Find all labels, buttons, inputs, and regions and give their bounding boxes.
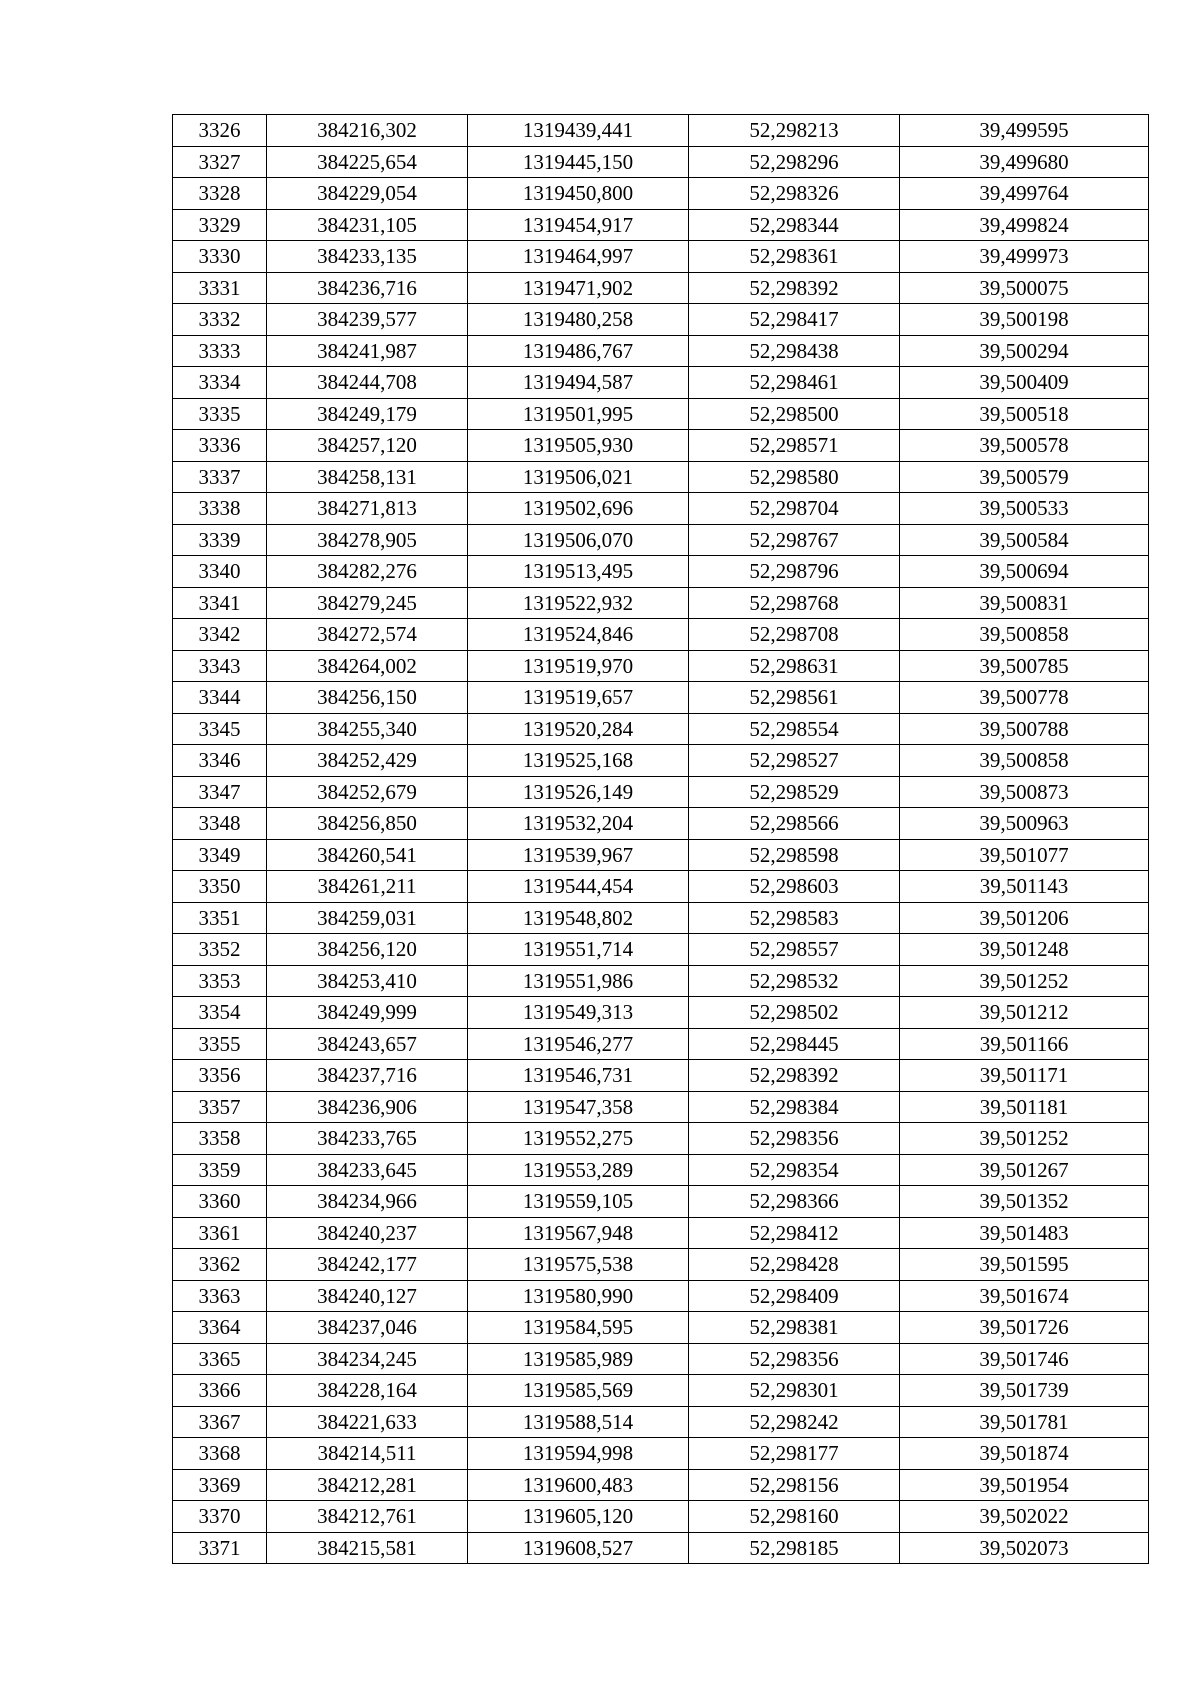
- x-coordinate-cell: 384233,765: [267, 1123, 468, 1155]
- longitude-cell: 39,502022: [900, 1501, 1149, 1533]
- y-coordinate-cell: 1319559,105: [468, 1186, 689, 1218]
- longitude-cell: 39,501077: [900, 839, 1149, 871]
- point-number-cell: 3347: [173, 776, 267, 808]
- latitude-cell: 52,298532: [689, 965, 900, 997]
- latitude-cell: 52,298500: [689, 398, 900, 430]
- table-row: [173, 398, 1149, 430]
- point-number-cell: 3348: [173, 808, 267, 840]
- point-number-cell: 3369: [173, 1469, 267, 1501]
- longitude-cell: 39,500198: [900, 304, 1149, 336]
- point-number-cell: 3338: [173, 493, 267, 525]
- point-number-cell: 3334: [173, 367, 267, 399]
- x-coordinate-cell: 384234,245: [267, 1343, 468, 1375]
- y-coordinate-cell: 1319553,289: [468, 1154, 689, 1186]
- coordinates-table-body: [173, 115, 1149, 1564]
- table-row: [173, 146, 1149, 178]
- longitude-cell: 39,501483: [900, 1217, 1149, 1249]
- y-coordinate-cell: 1319502,696: [468, 493, 689, 525]
- latitude-cell: 52,298242: [689, 1406, 900, 1438]
- point-number-cell: 3363: [173, 1280, 267, 1312]
- latitude-cell: 52,298527: [689, 745, 900, 777]
- point-number-cell: 3350: [173, 871, 267, 903]
- table-row: [173, 1028, 1149, 1060]
- latitude-cell: 52,298412: [689, 1217, 900, 1249]
- latitude-cell: 52,298326: [689, 178, 900, 210]
- x-coordinate-cell: 384216,302: [267, 115, 468, 147]
- table-row: [173, 1217, 1149, 1249]
- x-coordinate-cell: 384253,410: [267, 965, 468, 997]
- x-coordinate-cell: 384240,237: [267, 1217, 468, 1249]
- longitude-cell: 39,500578: [900, 430, 1149, 462]
- point-number-cell: 3354: [173, 997, 267, 1029]
- y-coordinate-cell: 1319588,514: [468, 1406, 689, 1438]
- point-number-cell: 3355: [173, 1028, 267, 1060]
- point-number-cell: 3365: [173, 1343, 267, 1375]
- latitude-cell: 52,298461: [689, 367, 900, 399]
- x-coordinate-cell: 384241,987: [267, 335, 468, 367]
- longitude-cell: 39,501206: [900, 902, 1149, 934]
- longitude-cell: 39,500579: [900, 461, 1149, 493]
- latitude-cell: 52,298502: [689, 997, 900, 1029]
- x-coordinate-cell: 384242,177: [267, 1249, 468, 1281]
- longitude-cell: 39,501252: [900, 965, 1149, 997]
- longitude-cell: 39,500831: [900, 587, 1149, 619]
- y-coordinate-cell: 1319532,204: [468, 808, 689, 840]
- y-coordinate-cell: 1319546,731: [468, 1060, 689, 1092]
- point-number-cell: 3341: [173, 587, 267, 619]
- point-number-cell: 3357: [173, 1091, 267, 1123]
- longitude-cell: 39,501143: [900, 871, 1149, 903]
- table-row: [173, 115, 1149, 147]
- y-coordinate-cell: 1319551,714: [468, 934, 689, 966]
- y-coordinate-cell: 1319519,970: [468, 650, 689, 682]
- latitude-cell: 52,298708: [689, 619, 900, 651]
- latitude-cell: 52,298356: [689, 1343, 900, 1375]
- longitude-cell: 39,499764: [900, 178, 1149, 210]
- table-row: [173, 1312, 1149, 1344]
- table-row: [173, 178, 1149, 210]
- latitude-cell: 52,298428: [689, 1249, 900, 1281]
- longitude-cell: 39,500694: [900, 556, 1149, 588]
- point-number-cell: 3337: [173, 461, 267, 493]
- y-coordinate-cell: 1319600,483: [468, 1469, 689, 1501]
- longitude-cell: 39,500584: [900, 524, 1149, 556]
- latitude-cell: 52,298554: [689, 713, 900, 745]
- latitude-cell: 52,298185: [689, 1532, 900, 1564]
- table-row: [173, 965, 1149, 997]
- y-coordinate-cell: 1319584,595: [468, 1312, 689, 1344]
- y-coordinate-cell: 1319506,021: [468, 461, 689, 493]
- latitude-cell: 52,298381: [689, 1312, 900, 1344]
- latitude-cell: 52,298529: [689, 776, 900, 808]
- point-number-cell: 3359: [173, 1154, 267, 1186]
- longitude-cell: 39,500075: [900, 272, 1149, 304]
- point-number-cell: 3336: [173, 430, 267, 462]
- y-coordinate-cell: 1319464,997: [468, 241, 689, 273]
- y-coordinate-cell: 1319471,902: [468, 272, 689, 304]
- table-row: [173, 1343, 1149, 1375]
- point-number-cell: 3343: [173, 650, 267, 682]
- x-coordinate-cell: 384212,281: [267, 1469, 468, 1501]
- x-coordinate-cell: 384256,120: [267, 934, 468, 966]
- table-row: [173, 241, 1149, 273]
- longitude-cell: 39,499973: [900, 241, 1149, 273]
- y-coordinate-cell: 1319525,168: [468, 745, 689, 777]
- x-coordinate-cell: 384255,340: [267, 713, 468, 745]
- x-coordinate-cell: 384258,131: [267, 461, 468, 493]
- latitude-cell: 52,298354: [689, 1154, 900, 1186]
- point-number-cell: 3358: [173, 1123, 267, 1155]
- y-coordinate-cell: 1319450,800: [468, 178, 689, 210]
- point-number-cell: 3333: [173, 335, 267, 367]
- table-row: [173, 1249, 1149, 1281]
- longitude-cell: 39,501252: [900, 1123, 1149, 1155]
- y-coordinate-cell: 1319445,150: [468, 146, 689, 178]
- x-coordinate-cell: 384243,657: [267, 1028, 468, 1060]
- point-number-cell: 3356: [173, 1060, 267, 1092]
- longitude-cell: 39,500533: [900, 493, 1149, 525]
- x-coordinate-cell: 384212,761: [267, 1501, 468, 1533]
- x-coordinate-cell: 384225,654: [267, 146, 468, 178]
- y-coordinate-cell: 1319548,802: [468, 902, 689, 934]
- y-coordinate-cell: 1319551,986: [468, 965, 689, 997]
- longitude-cell: 39,501212: [900, 997, 1149, 1029]
- longitude-cell: 39,501181: [900, 1091, 1149, 1123]
- latitude-cell: 52,298583: [689, 902, 900, 934]
- y-coordinate-cell: 1319585,989: [468, 1343, 689, 1375]
- latitude-cell: 52,298384: [689, 1091, 900, 1123]
- table-row: [173, 871, 1149, 903]
- y-coordinate-cell: 1319505,930: [468, 430, 689, 462]
- table-row: [173, 902, 1149, 934]
- table-row: [173, 209, 1149, 241]
- latitude-cell: 52,298768: [689, 587, 900, 619]
- x-coordinate-cell: 384279,245: [267, 587, 468, 619]
- y-coordinate-cell: 1319567,948: [468, 1217, 689, 1249]
- latitude-cell: 52,298356: [689, 1123, 900, 1155]
- x-coordinate-cell: 384282,276: [267, 556, 468, 588]
- point-number-cell: 3370: [173, 1501, 267, 1533]
- x-coordinate-cell: 384236,716: [267, 272, 468, 304]
- y-coordinate-cell: 1319486,767: [468, 335, 689, 367]
- x-coordinate-cell: 384271,813: [267, 493, 468, 525]
- latitude-cell: 52,298445: [689, 1028, 900, 1060]
- y-coordinate-cell: 1319522,932: [468, 587, 689, 619]
- longitude-cell: 39,499595: [900, 115, 1149, 147]
- longitude-cell: 39,501595: [900, 1249, 1149, 1281]
- latitude-cell: 52,298767: [689, 524, 900, 556]
- y-coordinate-cell: 1319544,454: [468, 871, 689, 903]
- table-row: [173, 335, 1149, 367]
- point-number-cell: 3340: [173, 556, 267, 588]
- point-number-cell: 3371: [173, 1532, 267, 1564]
- latitude-cell: 52,298344: [689, 209, 900, 241]
- table-row: [173, 524, 1149, 556]
- y-coordinate-cell: 1319546,277: [468, 1028, 689, 1060]
- point-number-cell: 3349: [173, 839, 267, 871]
- longitude-cell: 39,500788: [900, 713, 1149, 745]
- y-coordinate-cell: 1319547,358: [468, 1091, 689, 1123]
- x-coordinate-cell: 384256,150: [267, 682, 468, 714]
- latitude-cell: 52,298177: [689, 1438, 900, 1470]
- table-row: [173, 1060, 1149, 1092]
- x-coordinate-cell: 384221,633: [267, 1406, 468, 1438]
- x-coordinate-cell: 384233,645: [267, 1154, 468, 1186]
- x-coordinate-cell: 384278,905: [267, 524, 468, 556]
- table-row: [173, 650, 1149, 682]
- latitude-cell: 52,298301: [689, 1375, 900, 1407]
- x-coordinate-cell: 384233,135: [267, 241, 468, 273]
- coordinates-table: [172, 114, 1149, 1564]
- longitude-cell: 39,502073: [900, 1532, 1149, 1564]
- point-number-cell: 3366: [173, 1375, 267, 1407]
- y-coordinate-cell: 1319608,527: [468, 1532, 689, 1564]
- longitude-cell: 39,501248: [900, 934, 1149, 966]
- x-coordinate-cell: 384249,179: [267, 398, 468, 430]
- point-number-cell: 3345: [173, 713, 267, 745]
- point-number-cell: 3335: [173, 398, 267, 430]
- x-coordinate-cell: 384272,574: [267, 619, 468, 651]
- table-row: [173, 934, 1149, 966]
- point-number-cell: 3330: [173, 241, 267, 273]
- y-coordinate-cell: 1319524,846: [468, 619, 689, 651]
- latitude-cell: 52,298561: [689, 682, 900, 714]
- y-coordinate-cell: 1319519,657: [468, 682, 689, 714]
- table-row: [173, 619, 1149, 651]
- table-row: [173, 1186, 1149, 1218]
- y-coordinate-cell: 1319549,313: [468, 997, 689, 1029]
- x-coordinate-cell: 384237,716: [267, 1060, 468, 1092]
- point-number-cell: 3328: [173, 178, 267, 210]
- longitude-cell: 39,501674: [900, 1280, 1149, 1312]
- longitude-cell: 39,501726: [900, 1312, 1149, 1344]
- point-number-cell: 3351: [173, 902, 267, 934]
- y-coordinate-cell: 1319552,275: [468, 1123, 689, 1155]
- point-number-cell: 3329: [173, 209, 267, 241]
- latitude-cell: 52,298160: [689, 1501, 900, 1533]
- x-coordinate-cell: 384249,999: [267, 997, 468, 1029]
- point-number-cell: 3346: [173, 745, 267, 777]
- latitude-cell: 52,298580: [689, 461, 900, 493]
- y-coordinate-cell: 1319594,998: [468, 1438, 689, 1470]
- table-row: [173, 745, 1149, 777]
- longitude-cell: 39,501171: [900, 1060, 1149, 1092]
- point-number-cell: 3353: [173, 965, 267, 997]
- y-coordinate-cell: 1319506,070: [468, 524, 689, 556]
- table-row: [173, 430, 1149, 462]
- x-coordinate-cell: 384240,127: [267, 1280, 468, 1312]
- longitude-cell: 39,500778: [900, 682, 1149, 714]
- point-number-cell: 3352: [173, 934, 267, 966]
- x-coordinate-cell: 384236,906: [267, 1091, 468, 1123]
- y-coordinate-cell: 1319494,587: [468, 367, 689, 399]
- table-row: [173, 1438, 1149, 1470]
- table-row: [173, 367, 1149, 399]
- longitude-cell: 39,501267: [900, 1154, 1149, 1186]
- table-row: [173, 272, 1149, 304]
- latitude-cell: 52,298438: [689, 335, 900, 367]
- y-coordinate-cell: 1319513,495: [468, 556, 689, 588]
- latitude-cell: 52,298296: [689, 146, 900, 178]
- y-coordinate-cell: 1319539,967: [468, 839, 689, 871]
- table-row: [173, 776, 1149, 808]
- point-number-cell: 3331: [173, 272, 267, 304]
- y-coordinate-cell: 1319575,538: [468, 1249, 689, 1281]
- x-coordinate-cell: 384264,002: [267, 650, 468, 682]
- table-row: [173, 1154, 1149, 1186]
- x-coordinate-cell: 384259,031: [267, 902, 468, 934]
- latitude-cell: 52,298366: [689, 1186, 900, 1218]
- point-number-cell: 3344: [173, 682, 267, 714]
- latitude-cell: 52,298598: [689, 839, 900, 871]
- table-row: [173, 808, 1149, 840]
- y-coordinate-cell: 1319480,258: [468, 304, 689, 336]
- longitude-cell: 39,500858: [900, 619, 1149, 651]
- latitude-cell: 52,298571: [689, 430, 900, 462]
- latitude-cell: 52,298566: [689, 808, 900, 840]
- x-coordinate-cell: 384239,577: [267, 304, 468, 336]
- latitude-cell: 52,298361: [689, 241, 900, 273]
- x-coordinate-cell: 384244,708: [267, 367, 468, 399]
- longitude-cell: 39,500963: [900, 808, 1149, 840]
- x-coordinate-cell: 384237,046: [267, 1312, 468, 1344]
- longitude-cell: 39,499680: [900, 146, 1149, 178]
- latitude-cell: 52,298417: [689, 304, 900, 336]
- latitude-cell: 52,298603: [689, 871, 900, 903]
- longitude-cell: 39,501352: [900, 1186, 1149, 1218]
- x-coordinate-cell: 384214,511: [267, 1438, 468, 1470]
- y-coordinate-cell: 1319526,149: [468, 776, 689, 808]
- table-row: [173, 304, 1149, 336]
- table-row: [173, 493, 1149, 525]
- table-row: [173, 587, 1149, 619]
- x-coordinate-cell: 384229,054: [267, 178, 468, 210]
- x-coordinate-cell: 384231,105: [267, 209, 468, 241]
- longitude-cell: 39,501746: [900, 1343, 1149, 1375]
- longitude-cell: 39,500785: [900, 650, 1149, 682]
- y-coordinate-cell: 1319520,284: [468, 713, 689, 745]
- y-coordinate-cell: 1319580,990: [468, 1280, 689, 1312]
- x-coordinate-cell: 384252,429: [267, 745, 468, 777]
- point-number-cell: 3364: [173, 1312, 267, 1344]
- longitude-cell: 39,500294: [900, 335, 1149, 367]
- table-row: [173, 1280, 1149, 1312]
- latitude-cell: 52,298392: [689, 1060, 900, 1092]
- table-row: [173, 461, 1149, 493]
- y-coordinate-cell: 1319454,917: [468, 209, 689, 241]
- table-row: [173, 713, 1149, 745]
- point-number-cell: 3332: [173, 304, 267, 336]
- point-number-cell: 3342: [173, 619, 267, 651]
- point-number-cell: 3327: [173, 146, 267, 178]
- table-row: [173, 839, 1149, 871]
- point-number-cell: 3367: [173, 1406, 267, 1438]
- y-coordinate-cell: 1319439,441: [468, 115, 689, 147]
- table-row: [173, 1406, 1149, 1438]
- x-coordinate-cell: 384260,541: [267, 839, 468, 871]
- longitude-cell: 39,500409: [900, 367, 1149, 399]
- latitude-cell: 52,298213: [689, 115, 900, 147]
- table-row: [173, 1501, 1149, 1533]
- x-coordinate-cell: 384228,164: [267, 1375, 468, 1407]
- y-coordinate-cell: 1319501,995: [468, 398, 689, 430]
- point-number-cell: 3326: [173, 115, 267, 147]
- latitude-cell: 52,298631: [689, 650, 900, 682]
- point-number-cell: 3360: [173, 1186, 267, 1218]
- table-row: [173, 1469, 1149, 1501]
- longitude-cell: 39,501954: [900, 1469, 1149, 1501]
- x-coordinate-cell: 384261,211: [267, 871, 468, 903]
- latitude-cell: 52,298704: [689, 493, 900, 525]
- latitude-cell: 52,298409: [689, 1280, 900, 1312]
- x-coordinate-cell: 384257,120: [267, 430, 468, 462]
- y-coordinate-cell: 1319605,120: [468, 1501, 689, 1533]
- longitude-cell: 39,500858: [900, 745, 1149, 777]
- latitude-cell: 52,298796: [689, 556, 900, 588]
- table-row: [173, 997, 1149, 1029]
- table-row: [173, 556, 1149, 588]
- table-row: [173, 1123, 1149, 1155]
- longitude-cell: 39,501739: [900, 1375, 1149, 1407]
- point-number-cell: 3362: [173, 1249, 267, 1281]
- longitude-cell: 39,501166: [900, 1028, 1149, 1060]
- longitude-cell: 39,500873: [900, 776, 1149, 808]
- latitude-cell: 52,298557: [689, 934, 900, 966]
- table-row: [173, 1375, 1149, 1407]
- longitude-cell: 39,500518: [900, 398, 1149, 430]
- latitude-cell: 52,298392: [689, 272, 900, 304]
- latitude-cell: 52,298156: [689, 1469, 900, 1501]
- table-row: [173, 1091, 1149, 1123]
- x-coordinate-cell: 384256,850: [267, 808, 468, 840]
- x-coordinate-cell: 384234,966: [267, 1186, 468, 1218]
- longitude-cell: 39,501874: [900, 1438, 1149, 1470]
- point-number-cell: 3361: [173, 1217, 267, 1249]
- longitude-cell: 39,501781: [900, 1406, 1149, 1438]
- table-row: [173, 1532, 1149, 1564]
- longitude-cell: 39,499824: [900, 209, 1149, 241]
- point-number-cell: 3339: [173, 524, 267, 556]
- x-coordinate-cell: 384215,581: [267, 1532, 468, 1564]
- x-coordinate-cell: 384252,679: [267, 776, 468, 808]
- point-number-cell: 3368: [173, 1438, 267, 1470]
- table-row: [173, 682, 1149, 714]
- y-coordinate-cell: 1319585,569: [468, 1375, 689, 1407]
